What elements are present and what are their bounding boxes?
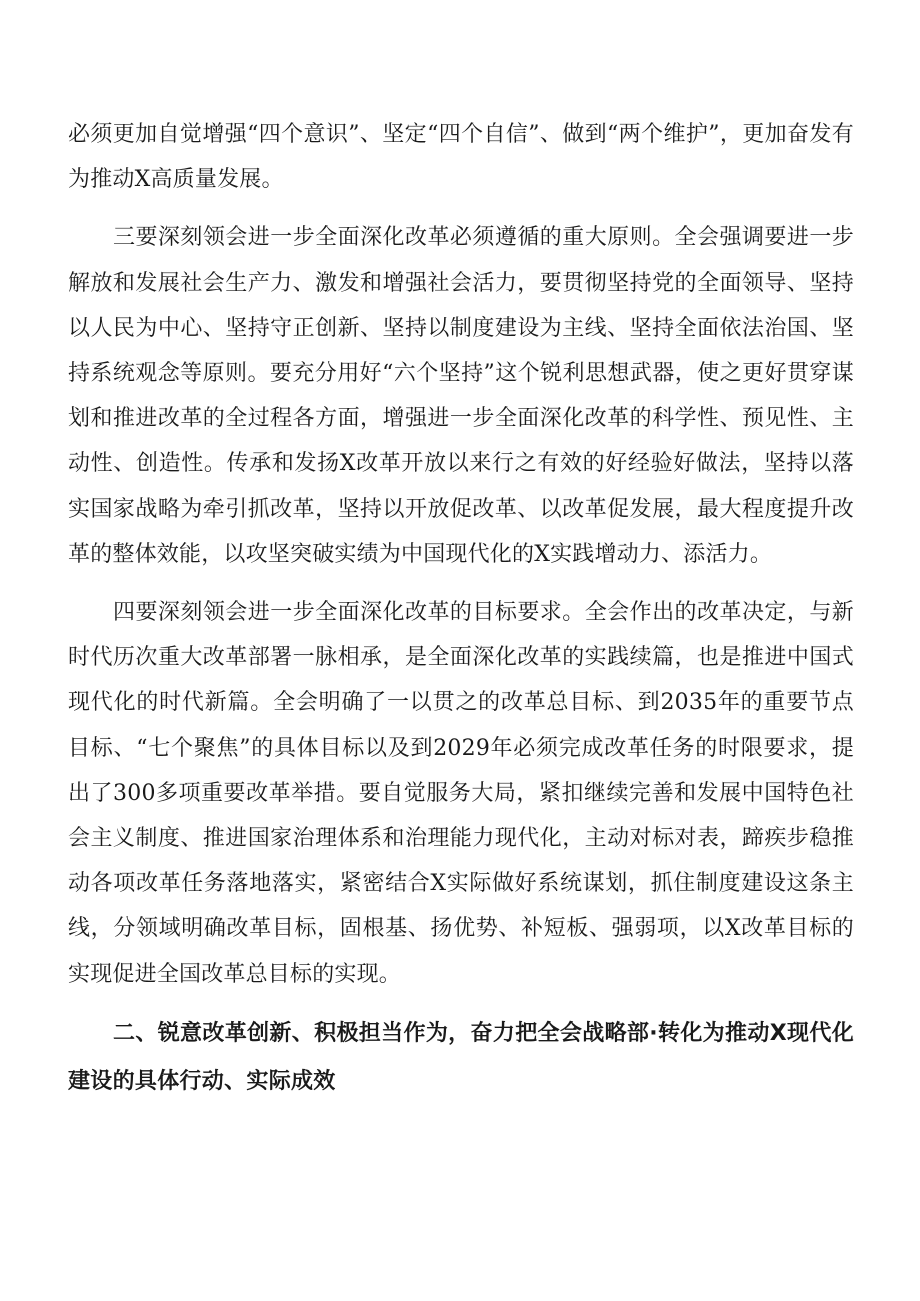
paragraph-principles: 三要深刻领会进一步全面深化改革必须遵循的重大原则。全会强调要进一步解放和发展社会生产力、激发和增强社会活力，要贯彻坚持党的全面领导、坚持以人民为中心、坚持守正创新、坚持以制度建设为主线、坚持全面依法治国、坚持系统观念等原则。要充分用好“六个坚持”这个锐利思想武器，使之更好贯穿谋划和推进改革的全过程各方面，增强进一步全面深化改革的科学性、预见性、主动性、创造性。传承和发扬X改革开放以来行之有效的好经验好做法，坚持以落实国家战略为牵引抓改革，坚持以开放促改革、以改革促发展，最大程度提升改革的整体效能，以攻坚突破实绩为中国现代化的X实践增动力、添活力。	[68, 225, 854, 567]
paragraph-gap	[68, 997, 854, 1010]
section-heading: 二、锐意改革创新、积极担当作为，奋力把全会战略部·转化为推动X现代化建设的具体行动、实际成效	[68, 1020, 854, 1094]
paragraph-continuation: 必须更加自觉增强“四个意识”、坚定“四个自信”、做到“两个维护”，更加奋发有为推动X高质量发展。	[68, 122, 854, 193]
paragraph-goals: 四要深刻领会进一步全面深化改革的目标要求。全会作出的改革决定，与新时代历次重大改革部署一脉相承，是全面深化改革的实践续篇，也是推进中国式现代化的时代新篇。全会明确了一以贯之的改革总目标、到2035年的重要节点目标、“七个聚焦”的具体目标以及到2029年必须完成改革任务的时限要求，提出了300多项重要改革举措。要自觉服务大局，紧扣继续完善和发展中国特色社会主义制度、推进国家治理体系和治理能力现代化，主动对标对表，蹄疾步稳推动各项改革任务落地落实，紧密结合X实际做好系统谋划，抓住制度建设这条主线，分领域明确改革目标，固根基、扬优势、补短板、强弱项，以X改革目标的实现促进全国改革总目标的实现。	[68, 600, 854, 987]
document-page	[68, 112, 854, 1106]
paragraph-gap	[68, 202, 854, 215]
paragraph-gap	[68, 577, 854, 590]
